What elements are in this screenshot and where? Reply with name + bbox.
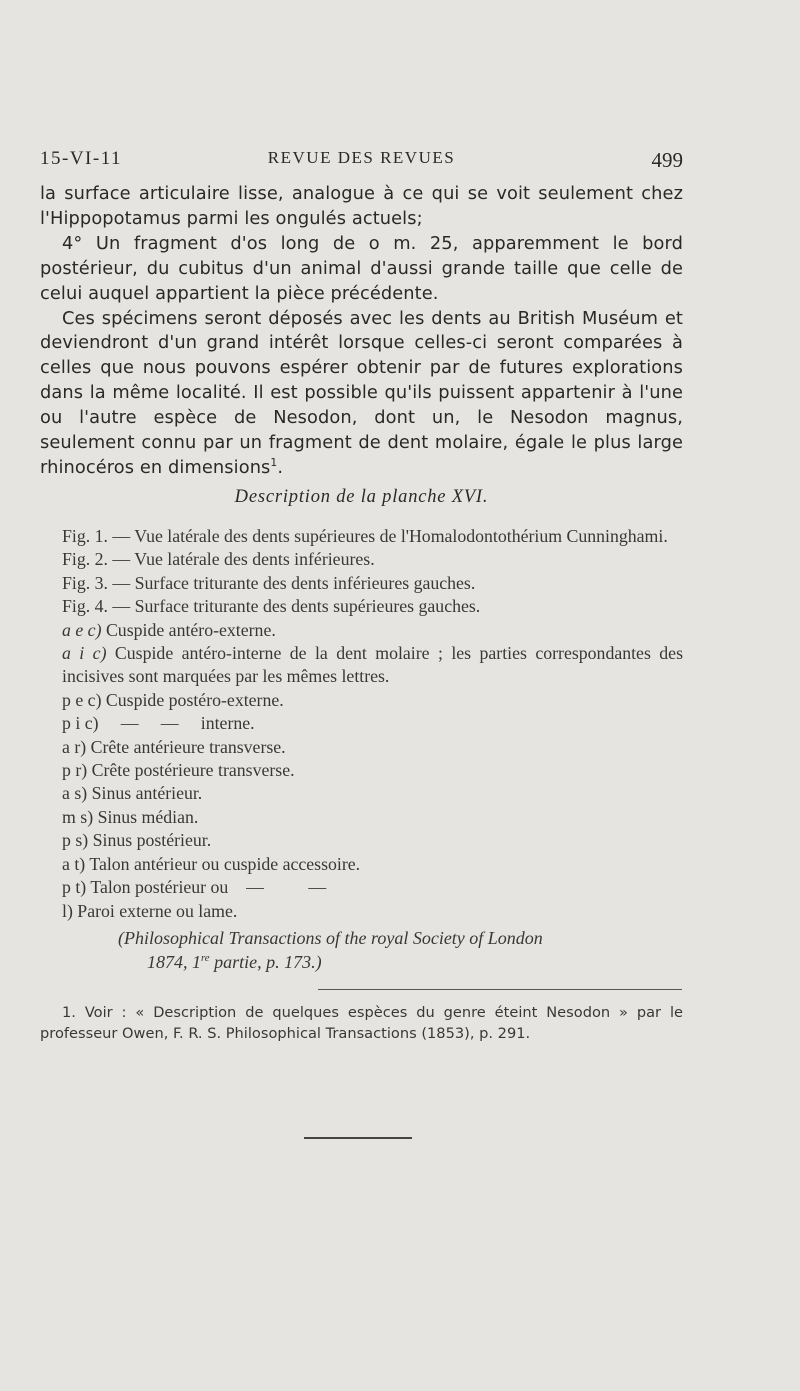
citation-sup: re [201,951,210,964]
citation-line-1: (Philosophical Transactions of the royal Society of London [118,928,543,948]
legend-pic: p i c) — — interne. [62,713,255,734]
legend-fig-2: Fig. 2. — Vue latérale des dents inférieures. [62,549,375,570]
citation [40,927,683,974]
plate-legend [40,525,683,923]
footnote-ref: 1 [270,456,278,470]
legend-ms: m s) Sinus médian. [62,806,199,827]
header-title: REVUE DES REVUES [267,148,456,167]
legend-aic-key: a i c) [62,643,107,664]
paragraph-3-end: . [277,456,284,478]
footnote [40,1003,683,1044]
legend-aec-key: a e c) [62,619,102,640]
legend-fig-3: Fig. 3. — Surface triturante des dents inférieures gauches. [62,572,476,593]
citation-part: partie, p. 173.) [209,951,322,972]
legend-ar: a r) Crête antérieure transverse. [62,736,286,757]
legend-fig-1: Fig. 1. — Vue latérale des dents supérieures de l'Homalodontothérium Cunninghami. [62,526,668,546]
footnote-rule [318,989,682,990]
end-rule [304,1137,412,1139]
paragraph-3 [40,307,683,481]
paragraph-1: la surface articulaire lisse, analogue à ce qui se voit seulement chez l'Hippopotamus parmi les ongulés actuels; [40,183,683,229]
legend-l: l) Paroi externe ou lame. [62,900,238,921]
paragraph-3-text: Ces spécimens seront déposés avec les dents au British Muséum et deviendront d'un grand intérêt lorsque celles-ci seront comparées à celles que nous pouvons espérer obtenir par de futures explorations dans la même localité. Il est possible qu'ils puissent appartenir à l'une ou l'autre espèce de Nesodon, dont un, le Nesodon magnus, seulement connu par un fragment de dent molaire, égale le plus large rhinocéros en dimensions [40,307,683,478]
citation-line-2 [40,951,683,975]
legend-aic [40,642,683,689]
legend-aec-text: Cuspide antéro-externe. [101,619,276,640]
body-text [40,182,683,481]
legend-ps: p s) Sinus postérieur. [62,830,212,851]
legend-fig-4: Fig. 4. — Surface triturante des dents supérieures gauches. [62,596,481,617]
legend-pec: p e c) Cuspide postéro-externe. [62,689,284,710]
footnote-text: 1. Voir : « Description de quelques espèces du genre éteint Nesodon » par le professeur Owen, F. R. S. Philosophical Transactions (1853), p. 291. [40,1004,683,1042]
legend-at: a t) Talon antérieur ou cuspide accessoire. [62,853,361,874]
legend-as: a s) Sinus antérieur. [62,783,203,804]
running-header [40,148,683,178]
page-number: 499 [651,148,683,172]
citation-year: 1874, 1 [147,951,201,972]
section-title: Description de la planche XVI. [234,487,489,507]
legend-pt: p t) Talon postérieur ou — — [62,877,327,898]
header-date: 15-VI-11 [40,148,122,169]
legend-pr: p r) Crête postérieure transverse. [62,760,295,781]
paragraph-2: 4° Un fragment d'os long de o m. 25, apparemment le bord postérieur, du cubitus d'un animal d'aussi grande taille que celle de celui auquel appartient la pièce précédente. [40,232,683,304]
legend-aic-text: Cuspide antéro-interne de la dent molaire ; les parties correspondantes des incisives sont marquées par les mêmes lettres. [62,643,683,687]
legend-aec [40,619,683,642]
